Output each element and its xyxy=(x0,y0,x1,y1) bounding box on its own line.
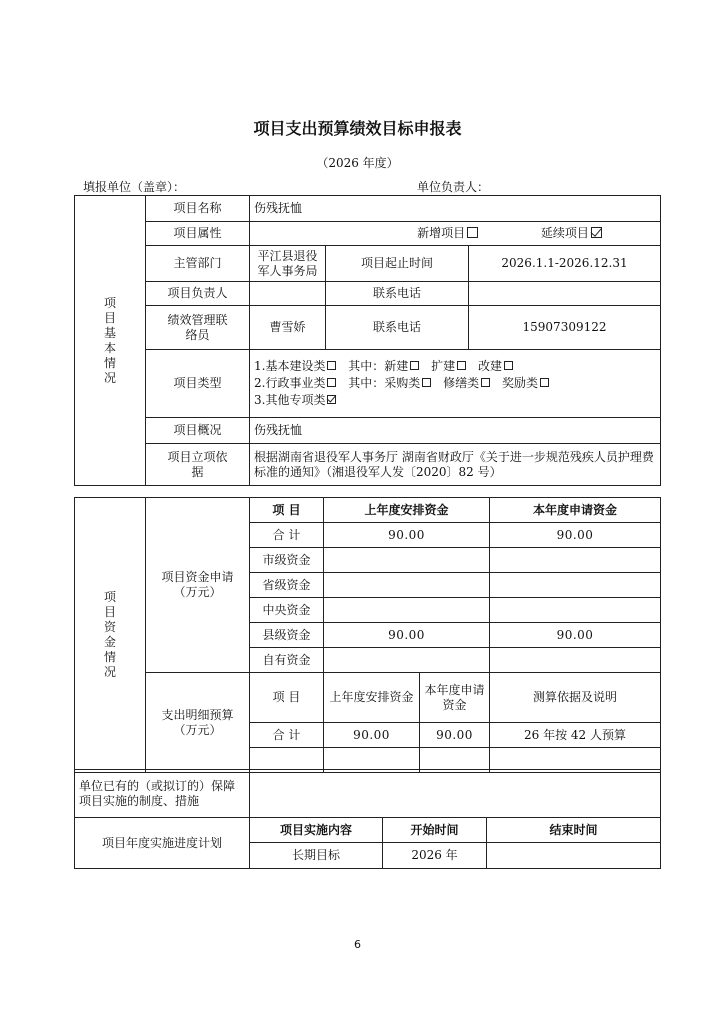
unit-head-label: 单位负责人： xyxy=(417,180,490,194)
fund-row-last xyxy=(324,573,490,598)
detail-row-last: 90.00 xyxy=(324,723,420,748)
type-label: 项目类型 xyxy=(146,350,250,418)
detail-col-basis: 测算依据及说明 xyxy=(490,673,661,723)
plan-row-start: 2026 年 xyxy=(383,843,487,869)
fund-row-name: 县级资金 xyxy=(250,623,324,648)
attr-new-label: 新增项目 xyxy=(417,226,466,240)
plan-col-start: 开始时间 xyxy=(383,818,487,843)
detail-budget-label: 支出明细预算（万元） xyxy=(146,673,250,773)
fund-row-last: 90.00 xyxy=(324,523,490,548)
plan-table xyxy=(74,769,661,869)
type-line-3: 3.其他专项类 xyxy=(254,392,656,409)
leader-value xyxy=(250,282,326,306)
attr-new-checkbox[interactable] xyxy=(467,227,478,238)
fund-row-last xyxy=(324,548,490,573)
project-name-value: 伤残抚恤 xyxy=(250,196,661,222)
fund-row-name: 市级资金 xyxy=(250,548,324,573)
basic-info-table xyxy=(74,195,661,486)
detail-col-item: 项 目 xyxy=(250,673,324,723)
funds-table xyxy=(74,497,661,773)
dept-label: 主管部门 xyxy=(146,246,250,282)
phone-label: 联系电话 xyxy=(326,282,469,306)
fund-row-this xyxy=(490,648,661,673)
detail-row-this: 90.00 xyxy=(420,723,490,748)
fund-row-name: 中央资金 xyxy=(250,598,324,623)
dept-value: 平江县退役军人事务局 xyxy=(250,246,326,282)
attr-continue-checkbox[interactable] xyxy=(591,227,602,238)
project-name-label: 项目名称 xyxy=(146,196,250,222)
fund-row-last xyxy=(324,598,490,623)
col-last-year-header: 上年度安排资金 xyxy=(324,498,490,523)
type-line-2: 2.行政事业类 其中：采购类 修缮类 奖励类 xyxy=(254,375,656,392)
perf-contact-label: 绩效管理联络员 xyxy=(146,306,250,350)
fund-apply-label: 项目资金申请（万元） xyxy=(146,498,250,673)
perf-phone-value: 15907309122 xyxy=(469,306,661,350)
col-this-year-header: 本年度申请资金 xyxy=(490,498,661,523)
detail-col-last: 上年度安排资金 xyxy=(324,673,420,723)
fund-row-this xyxy=(490,598,661,623)
overview-label: 项目概况 xyxy=(146,418,250,444)
fund-row-name: 省级资金 xyxy=(250,573,324,598)
funds-section-label: 项目资金情况 xyxy=(75,498,146,773)
system-value xyxy=(250,770,661,818)
filler-unit-label: 填报单位（盖章）： xyxy=(83,180,186,194)
fund-row-last xyxy=(324,648,490,673)
plan-col-end: 结束时间 xyxy=(487,818,661,843)
fund-row-last: 90.00 xyxy=(324,623,490,648)
basis-value: 根据湖南省退役军人事务厅 湖南省财政厅《关于进一步规范残疾人员护理费标准的通知》（湘退役军人发〔2020〕82 号） xyxy=(250,444,661,486)
attr-continue-label: 延续项目 xyxy=(540,226,589,240)
leader-label: 项目负责人 xyxy=(146,282,250,306)
phone-value xyxy=(469,282,661,306)
fund-row-this xyxy=(490,548,661,573)
other-special-checkbox[interactable] xyxy=(327,395,336,404)
detail-row-basis: 26 年按 42 人预算 xyxy=(490,723,661,748)
type-value xyxy=(250,350,661,418)
form-year: （2026 年度） xyxy=(316,156,399,170)
detail-col-this: 本年度申请资金 xyxy=(420,673,490,723)
col-item-header: 项 目 xyxy=(250,498,324,523)
perf-contact-value: 曹雪娇 xyxy=(250,306,326,350)
page-number: 6 xyxy=(354,938,361,951)
attribute-label: 项目属性 xyxy=(146,222,250,246)
type-line-1: 1.基本建设类 其中：新建 扩建 改建 xyxy=(254,358,656,375)
fund-row-name: 合 计 xyxy=(250,523,324,548)
plan-row-end xyxy=(487,843,661,869)
period-label: 项目起止时间 xyxy=(326,246,469,282)
form-title: 项目支出预算绩效目标申报表 xyxy=(253,119,462,138)
basis-label: 项目立项依据 xyxy=(146,444,250,486)
fund-row-this: 90.00 xyxy=(490,523,661,548)
period-value: 2026.1.1-2026.12.31 xyxy=(469,246,661,282)
system-label: 单位已有的（或拟订的）保障项目实施的制度、措施 xyxy=(75,770,250,818)
fund-row-name: 自有资金 xyxy=(250,648,324,673)
plan-row-content: 长期目标 xyxy=(250,843,383,869)
plan-col-content: 项目实施内容 xyxy=(250,818,383,843)
basic-section-label: 项目基本情况 xyxy=(75,196,146,486)
plan-label: 项目年度实施进度计划 xyxy=(75,818,250,869)
perf-phone-label: 联系电话 xyxy=(326,306,469,350)
fund-row-this xyxy=(490,573,661,598)
fund-row-this: 90.00 xyxy=(490,623,661,648)
attribute-value xyxy=(250,222,661,246)
detail-row-name: 合 计 xyxy=(250,723,324,748)
overview-value: 伤残抚恤 xyxy=(250,418,661,444)
